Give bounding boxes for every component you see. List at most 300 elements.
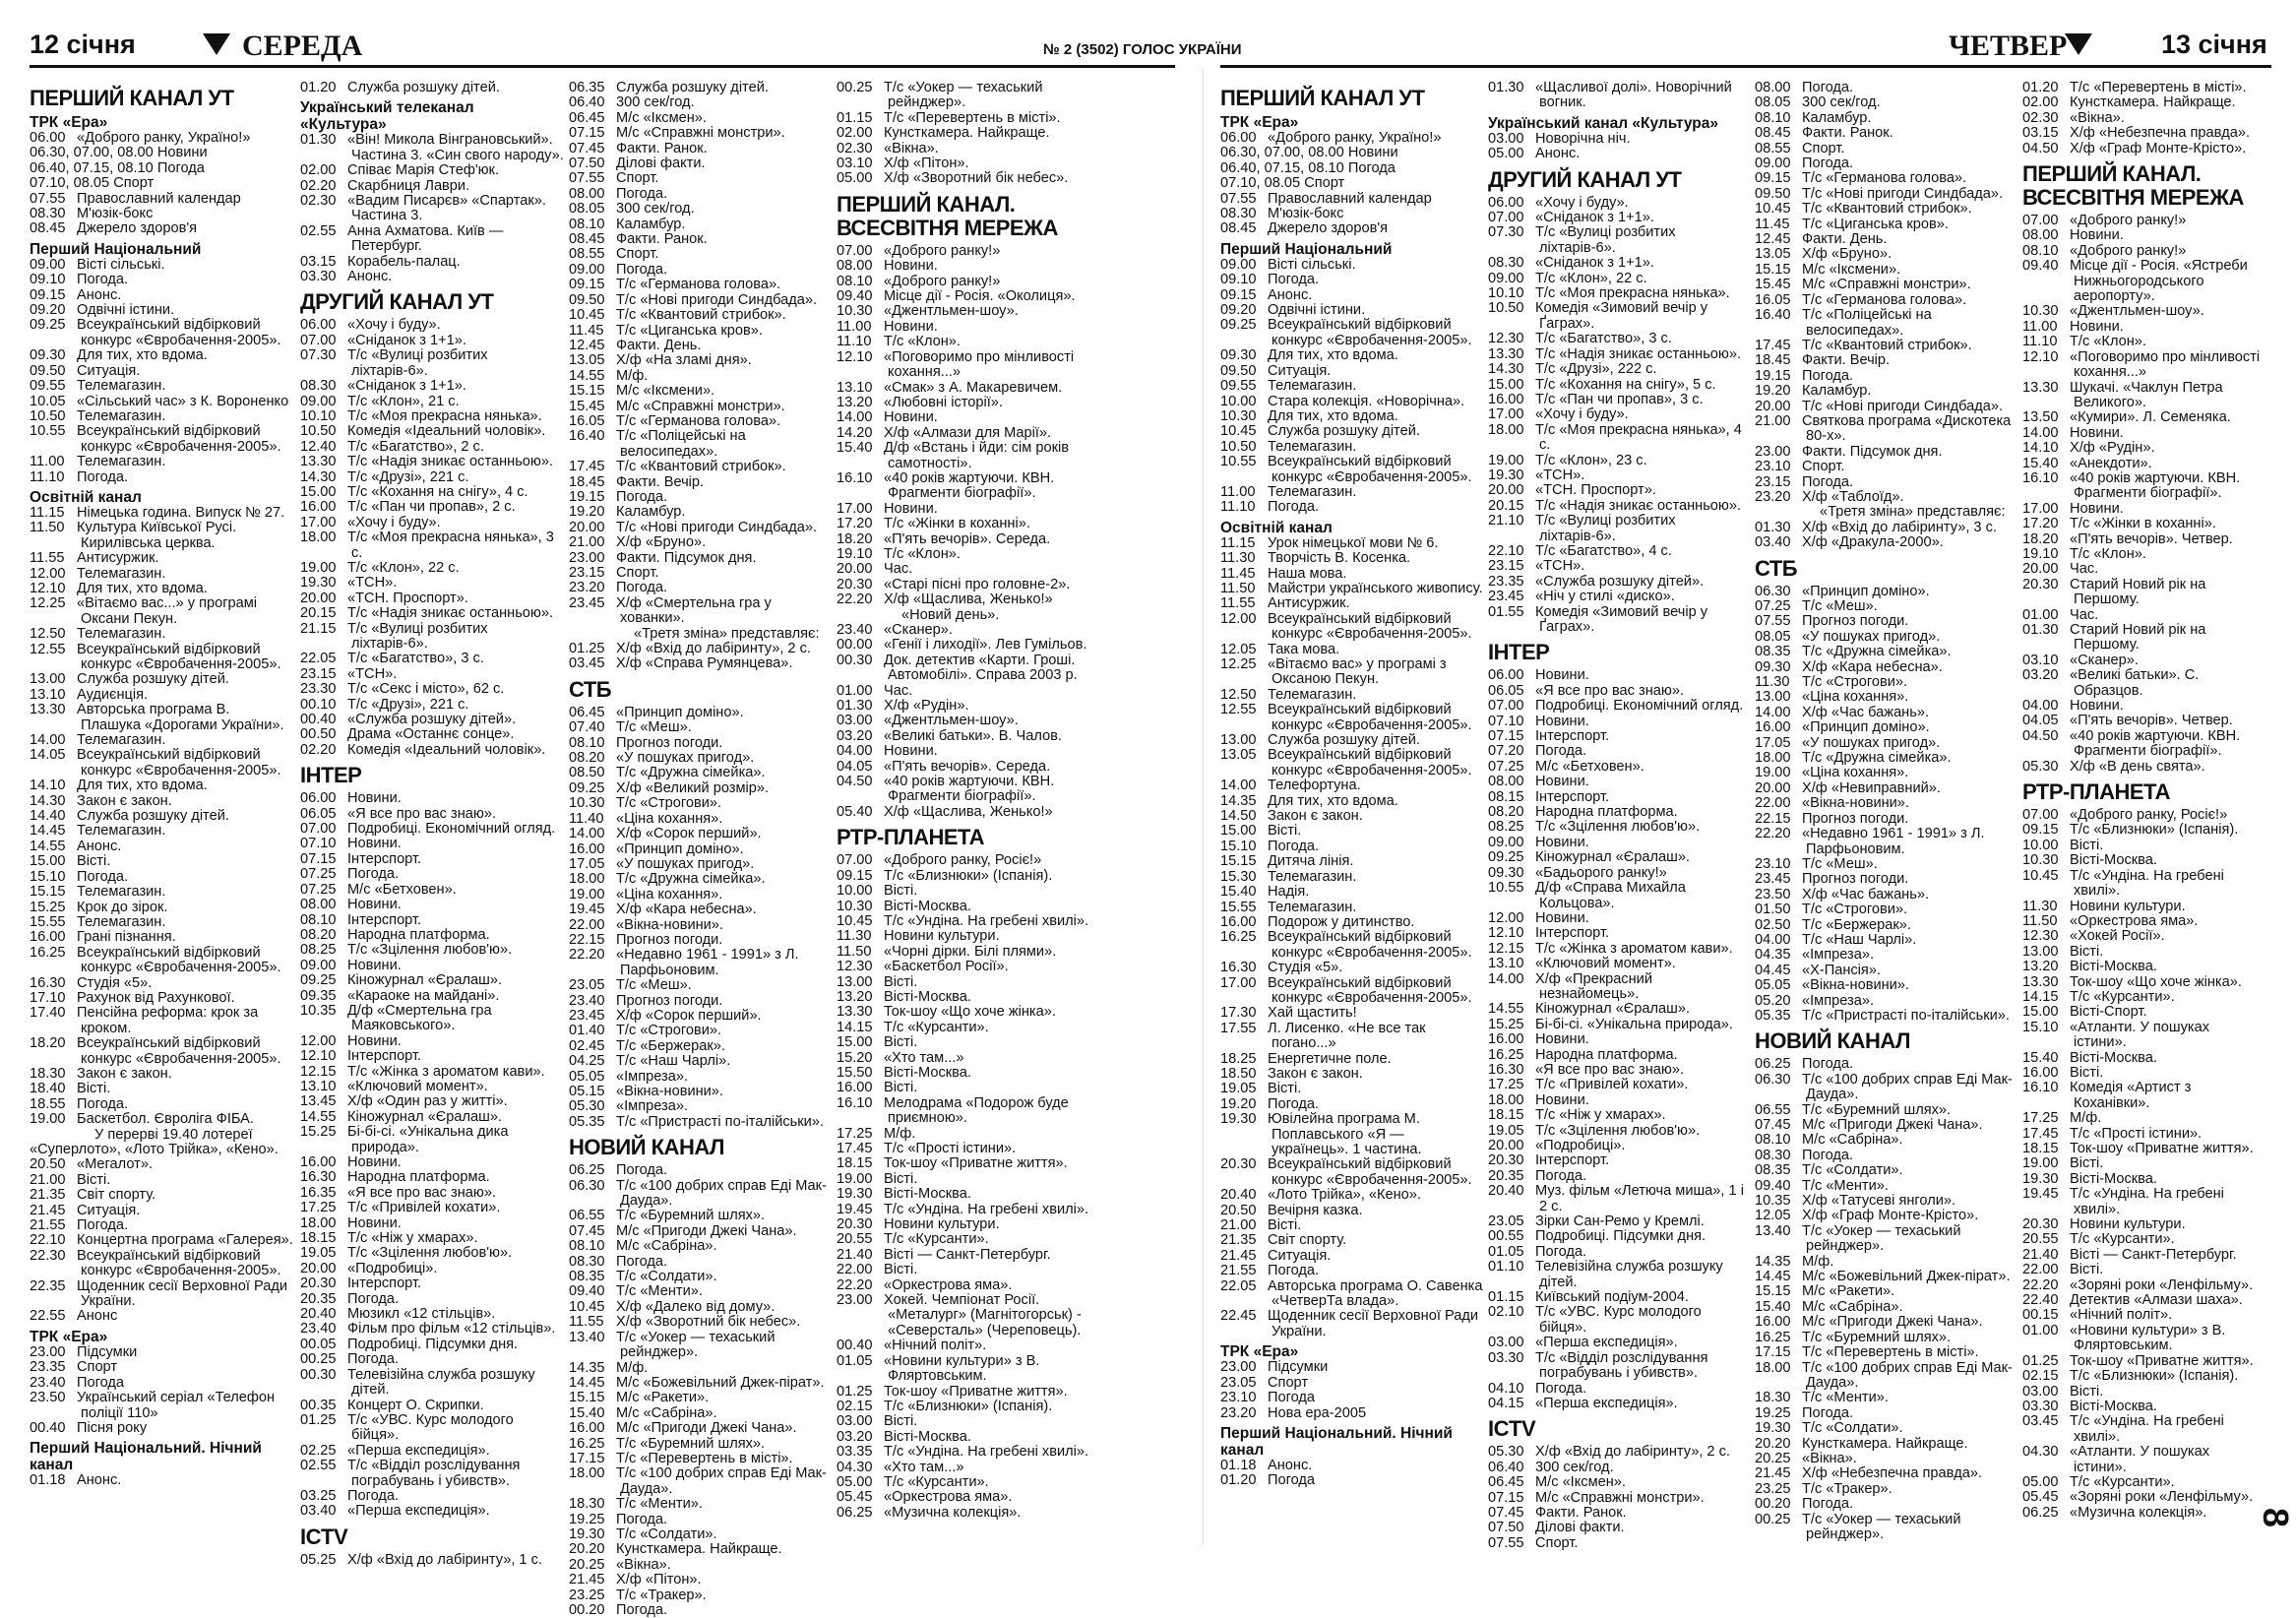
- program-title: Х/ф «Татусеві янголи».: [1802, 1193, 1956, 1210]
- program-title: «Принцип доміно».: [1802, 719, 1930, 736]
- program-time: 03.35: [837, 1444, 873, 1461]
- program-time: 04.45: [1755, 962, 1791, 978]
- program-entry: [1488, 957, 1752, 971]
- program-entry: [300, 1049, 564, 1064]
- program-title: Всеукраїнський відбірковий конкурс «Євробачення-2005».: [1268, 974, 1472, 1006]
- program-title: Вісті.: [1268, 1081, 1302, 1097]
- program-title: «Старі пісні про головне-2».: [884, 576, 1071, 592]
- program-entry: [1488, 836, 1752, 850]
- program-title: Каламбур.: [616, 216, 686, 232]
- program-entry: [569, 1115, 833, 1130]
- program-entry: [300, 973, 564, 988]
- program-title: «Оркестрова яма».: [884, 1276, 1013, 1293]
- program-time: 17.20: [2022, 516, 2059, 532]
- program-title: «Служба розшуку дітей».: [1535, 573, 1705, 590]
- program-entry: [1755, 857, 2018, 872]
- program-time: 17.05: [569, 855, 605, 872]
- program-title: «Хокей Росії».: [2070, 928, 2165, 945]
- program-title: Погода.: [616, 1511, 668, 1527]
- program-title: «Вікна».: [616, 1556, 671, 1573]
- program-entry: [1488, 1521, 1752, 1535]
- program-entry: [30, 551, 293, 566]
- program-entry: [1755, 505, 2018, 520]
- program-title: Подробиці. Підсумки дня.: [1535, 1228, 1706, 1245]
- program-title: Закон є закон.: [77, 1065, 172, 1082]
- program-entry: [569, 1179, 833, 1210]
- column-5: [1220, 81, 1484, 1535]
- program-time: 15.40: [2022, 1049, 2059, 1066]
- program-title: Телемагазин.: [77, 378, 166, 395]
- program-title: Х/ф «Алмази для Марії».: [884, 424, 1052, 441]
- program-entry: [1488, 362, 1752, 377]
- program-time: 11.00: [837, 318, 872, 335]
- program-entry: [569, 812, 833, 827]
- program-title: «Поговоримо про мінливості кохання...»: [884, 348, 1075, 381]
- program-time: 01.10: [1488, 1259, 1524, 1276]
- program-title: Спорт.: [1535, 1534, 1579, 1551]
- program-time: 15.10: [30, 868, 66, 885]
- program-entry: [837, 517, 1100, 531]
- program-title: Час.: [2070, 561, 2099, 578]
- program-title: «Джентльмен-шоу».: [884, 303, 1019, 320]
- program-title: Т/с «Моя прекрасна нянька».: [347, 407, 542, 424]
- program-title: Т/с «Ундіна. На гребені хвилі».: [2070, 1413, 2224, 1445]
- program-time: 07.30: [1488, 224, 1524, 241]
- program-title: Спорт.: [616, 170, 659, 187]
- program-time: 01.30: [837, 698, 873, 715]
- program-time: 09.30: [1488, 864, 1524, 881]
- program-entry: [1220, 657, 1484, 688]
- channel-heading: ПЕРШИЙ КАНАЛ УТ: [1220, 86, 1425, 110]
- program-entry: [1220, 703, 1484, 733]
- triangle-down-icon: [203, 33, 230, 55]
- program-time: 20.55: [2022, 1231, 2059, 1248]
- program-time: 08.30: [30, 206, 66, 222]
- program-time: 06.45: [569, 109, 605, 126]
- program-time: 19.30: [1220, 1111, 1257, 1128]
- program-entry: [1220, 930, 1484, 961]
- program-time: 22.10: [1488, 542, 1524, 559]
- program-time: 17.25: [837, 1125, 873, 1142]
- program-title: М/ф.: [1802, 1253, 1834, 1270]
- program-entry: [1220, 976, 1484, 1007]
- program-title: Новини.: [2070, 698, 2124, 715]
- program-entry: [2022, 142, 2264, 156]
- program-title: Факти. Вечір.: [616, 473, 705, 490]
- program-entry: [1220, 500, 1484, 515]
- program-title: «Баскетбол Росії».: [884, 959, 1009, 975]
- program-entry: [300, 576, 564, 591]
- program-title: Т/с «Ундіна. На гребені хвилі».: [884, 1201, 1089, 1217]
- program-time: 10.30: [1220, 407, 1257, 424]
- program-title: Спорт: [1268, 1374, 1309, 1391]
- program-time: 19.45: [2022, 1186, 2059, 1203]
- program-entry: [1755, 384, 2018, 399]
- program-entry: [837, 1414, 1100, 1429]
- program-time: 17.05: [1755, 734, 1791, 751]
- program-time: 13.00: [30, 671, 66, 688]
- program-title: Рахунок від Рахункової.: [77, 989, 235, 1006]
- program-entry: [2022, 1475, 2264, 1490]
- program-time: 23.20: [569, 580, 605, 596]
- program-time: 09.15: [837, 867, 873, 884]
- program-entry: [30, 288, 293, 303]
- program-entry: [1488, 942, 1752, 957]
- program-title: Т/с «Строгови».: [1802, 674, 1908, 691]
- program-time: 11.15: [1220, 534, 1256, 551]
- program-title: Всеукраїнський відбірковий конкурс «Євробачення-2005».: [77, 747, 281, 778]
- program-entry: [1755, 1315, 2018, 1330]
- program-time: 15.25: [300, 1124, 337, 1141]
- program-entry: [569, 581, 833, 595]
- program-title: Вісті-Москва.: [2070, 852, 2157, 869]
- program-title: «Доброго ранку, Україно!»: [1268, 130, 1442, 146]
- program-time: 15.15: [30, 884, 66, 901]
- program-time: 20.35: [1488, 1167, 1524, 1184]
- program-time: 09.55: [30, 378, 66, 395]
- program-title: М/ф.: [2070, 1110, 2102, 1127]
- program-title: «ТСН».: [347, 665, 398, 682]
- program-entry: [30, 748, 293, 778]
- program-title: «Хто там...»: [884, 1049, 964, 1066]
- program-entry: [569, 1497, 833, 1512]
- program-entry: [1488, 684, 1752, 699]
- program-title: Д/ф «Справа Михайла Кольцова».: [1535, 880, 1686, 911]
- program-title: «Джентльмен-шоу».: [2070, 303, 2204, 320]
- program-entry: [2022, 608, 2264, 623]
- program-title: Т/с «Солдати».: [1802, 1420, 1903, 1437]
- program-entry: [1488, 1245, 1752, 1260]
- program-entry: [1488, 468, 1752, 483]
- program-entry: [2022, 410, 2264, 425]
- program-time: 20.00: [1488, 1138, 1524, 1153]
- program-time: 16.00: [1488, 1031, 1524, 1048]
- program-time: 12.25: [1220, 656, 1257, 672]
- program-title: «Новини культури» з В. Фляртовським.: [884, 1352, 1040, 1385]
- program-time: 11.55: [30, 550, 65, 567]
- program-entry: [1755, 706, 2018, 720]
- program-title: Погода.: [347, 1290, 400, 1307]
- program-entry: [2022, 699, 2264, 714]
- program-time: 07.55: [1488, 1534, 1524, 1551]
- program-time: 11.10: [1220, 499, 1256, 516]
- program-title: Т/с «Курсанти».: [884, 1019, 989, 1035]
- program-time: 14.15: [2022, 988, 2059, 1005]
- program-title: М/с «Іксмен».: [616, 109, 707, 126]
- program-title: Кунсткамера. Найкраще.: [2070, 94, 2236, 111]
- program-title: «Атланти. У пошуках істини».: [2070, 1019, 2209, 1051]
- program-entry: [1755, 827, 2018, 857]
- program-entry: [1755, 1391, 2018, 1405]
- program-entry: [2022, 1066, 2264, 1081]
- program-time: 07.45: [1488, 1504, 1524, 1521]
- program-entry: [569, 751, 833, 766]
- program-time: 21.35: [1220, 1232, 1257, 1249]
- program-title: Всеукраїнський відбірковий конкурс «Євробачення-2005».: [1268, 1156, 1472, 1188]
- program-entry: [1488, 1336, 1752, 1350]
- program-entry: [2022, 1142, 2264, 1156]
- program-time: 23.05: [1220, 1374, 1257, 1391]
- program-entry: [30, 1188, 293, 1203]
- program-entry: [300, 455, 564, 469]
- program-entry: [569, 736, 833, 751]
- program-entry: [1755, 690, 2018, 705]
- program-time: 17.45: [1755, 337, 1791, 353]
- program-time: 02.20: [300, 177, 337, 194]
- program-entry: [1220, 485, 1484, 500]
- program-entry: [2022, 808, 2264, 823]
- program-time: 18.20: [837, 530, 873, 547]
- program-title: Х/ф «Кара небесна».: [616, 902, 757, 918]
- program-title: Вісті-Москва.: [884, 988, 971, 1005]
- program-title: Х/ф «Пітон».: [616, 1572, 702, 1588]
- program-title: Телемагазин.: [77, 732, 166, 749]
- program-title: Л. Лисенко. «Не все так погано...»: [1268, 1020, 1426, 1052]
- program-time: 04.10: [1488, 1380, 1524, 1397]
- program-time: 15.15: [569, 1390, 605, 1406]
- program-entry: [1488, 454, 1752, 468]
- program-title: Вісті.: [2070, 943, 2104, 960]
- program-entry: [1755, 308, 2018, 339]
- program-entry: [1755, 535, 2018, 550]
- program-time: 09.30: [1755, 658, 1791, 675]
- program-entry: [30, 976, 293, 991]
- program-time: 08.10: [1755, 109, 1791, 126]
- program-time: 10.55: [30, 423, 66, 440]
- program-title: Вісті — Санкт-Петербург.: [2070, 1246, 2237, 1263]
- program-title: Т/с «Уокер — техаський рейнджер».: [1802, 1511, 1961, 1542]
- program-time: 17.20: [837, 516, 873, 532]
- program-title: Вісті.: [884, 1413, 918, 1430]
- program-title: Х/ф «Один раз у житті».: [347, 1093, 508, 1110]
- program-title: «Перша експедиція».: [1535, 1395, 1678, 1411]
- program-time: 03.15: [300, 253, 337, 270]
- program-entry: [1220, 273, 1484, 287]
- program-entry: [300, 883, 564, 898]
- program-entry: [1755, 599, 2018, 614]
- program-entry: [2022, 350, 2264, 381]
- program-time: 16.10: [2022, 1080, 2059, 1096]
- program-time: 18.15: [1488, 1107, 1524, 1124]
- program-entry: [837, 502, 1100, 517]
- program-time: 06.25: [2022, 1504, 2059, 1521]
- program-time: 12.10: [1488, 925, 1524, 942]
- program-entry: [569, 1054, 833, 1069]
- program-time: 20.00: [569, 519, 605, 535]
- program-entry: [569, 1009, 833, 1024]
- program-time: 14.40: [30, 808, 66, 825]
- program-title: Вісті.: [2070, 837, 2104, 853]
- program-time: 08.15: [1488, 788, 1524, 805]
- program-entry: [1755, 918, 2018, 933]
- program-title: Закон є закон.: [1268, 808, 1363, 825]
- program-entry: [30, 596, 293, 627]
- program-time: 23.35: [30, 1359, 66, 1376]
- program-time: 11.00: [1220, 483, 1256, 500]
- program-title: Спорт: [77, 1359, 118, 1376]
- program-entry: [569, 460, 833, 474]
- program-entry: [300, 1004, 564, 1034]
- column-6: [1488, 80, 1752, 1551]
- program-time: 02.10: [1488, 1304, 1524, 1321]
- program-entry: [1220, 440, 1484, 455]
- program-time: 13.00: [1755, 689, 1791, 706]
- program-time: 11.45: [569, 322, 604, 339]
- program-time: 09.10: [1220, 272, 1257, 288]
- program-time: 20.40: [300, 1306, 337, 1323]
- program-time: 07.55: [1220, 190, 1257, 207]
- program-title: Т/с «Привілей кохати».: [1535, 1077, 1689, 1093]
- program-time: 13.30: [1488, 345, 1524, 362]
- program-title: Новини.: [2070, 318, 2124, 335]
- program-time: 17.00: [1488, 406, 1524, 423]
- program-time: 14.00: [569, 826, 605, 842]
- program-time: 19.45: [837, 1201, 873, 1217]
- program-time: 15.00: [300, 483, 337, 500]
- program-time: 08.10: [569, 734, 605, 751]
- program-entry: [837, 592, 1100, 607]
- program-title: Новини культури.: [2070, 898, 2186, 914]
- program-time: 20.50: [1220, 1202, 1257, 1218]
- program-entry: [1755, 1103, 2018, 1118]
- program-title: «Недавно 1961 - 1991» з Л. Парфьоновим.: [616, 947, 799, 978]
- program-time: 07.00: [300, 332, 337, 348]
- program-entry: [1220, 854, 1484, 869]
- program-title: «Ціна кохання».: [1802, 689, 1909, 706]
- program-entry: [30, 854, 293, 869]
- program-title: Т/с «100 добрих справ Еді Мак-Дауда».: [1802, 1359, 2013, 1391]
- program-entry: [2022, 653, 2264, 668]
- program-entry: [837, 396, 1100, 410]
- program-title: Подробиці. Економічний огляд.: [347, 821, 556, 838]
- program-title: Т/с «Циганська кров».: [1802, 216, 1949, 232]
- program-time: 14.10: [2022, 440, 2059, 457]
- program-title: Ситуація.: [1268, 362, 1332, 379]
- program-time: 15.25: [1488, 1016, 1524, 1032]
- program-entry: [1755, 1437, 2018, 1452]
- program-title: Т/с «Ундіна. На гребені хвилі».: [2070, 1186, 2224, 1217]
- program-title: Телемагазин.: [77, 454, 166, 470]
- program-title: Український серіал «Телефон поліції 110»: [77, 1390, 276, 1421]
- program-time: 18.50: [1220, 1065, 1257, 1082]
- program-entry: [837, 335, 1100, 349]
- program-entry: [1488, 256, 1752, 271]
- program-entry: [300, 622, 564, 653]
- program-title: «Сканер».: [2070, 652, 2139, 668]
- program-entry: [30, 273, 293, 287]
- program-time: 13.10: [300, 1078, 337, 1094]
- program-title: Т/с «100 добрих справ Еді Мак-Дауда».: [616, 1177, 827, 1210]
- program-entry: [1488, 301, 1752, 332]
- program-entry: [1220, 1188, 1484, 1203]
- program-time: 01.05: [837, 1352, 873, 1369]
- program-title: Вісті-Москва.: [2070, 1170, 2157, 1187]
- program-entry: [300, 1201, 564, 1215]
- program-entry: [2022, 304, 2264, 319]
- program-entry: [1755, 1284, 2018, 1299]
- program-title: Нова ера-2005: [1268, 1404, 1367, 1421]
- program-entry: [569, 627, 833, 642]
- program-time: 17.55: [1220, 1020, 1257, 1036]
- program-entry: [1220, 1097, 1484, 1112]
- program-entry: [1488, 1229, 1752, 1244]
- program-entry: [1220, 455, 1484, 485]
- program-time: 13.20: [837, 394, 873, 410]
- program-title: Т/с «Жінка з ароматом кави».: [1535, 940, 1733, 957]
- program-title: Анонс.: [1535, 146, 1581, 162]
- program-time: 16.00: [300, 499, 337, 516]
- program-time: 01.30: [1755, 519, 1791, 535]
- program-entry: [300, 898, 564, 912]
- program-entry: [1755, 1118, 2018, 1133]
- program-time: 19.05: [1488, 1122, 1524, 1139]
- program-title: Студія «5».: [1268, 960, 1343, 976]
- program-title: Х/ф «Сорок перший».: [616, 1007, 762, 1024]
- program-entry: [569, 948, 833, 978]
- program-title: Т/с «Пан чи пропав», 2 с.: [347, 499, 516, 516]
- program-time: 14.30: [1488, 361, 1524, 378]
- program-title: «У пошуках пригод».: [616, 750, 755, 767]
- program-entry: [1488, 147, 1752, 161]
- program-time: 09.30: [1220, 347, 1257, 364]
- program-time: 09.25: [1488, 849, 1524, 866]
- program-title: Ток-шоу «Приватне життя».: [2070, 1352, 2254, 1369]
- program-title: Вісті-Спорт.: [2070, 1004, 2147, 1021]
- program-time: 20.25: [1755, 1450, 1791, 1466]
- program-title: Вісті.: [1268, 1217, 1302, 1234]
- program-entry: [569, 872, 833, 887]
- program-title: Аудиєнція.: [77, 686, 149, 703]
- program-time: 19.05: [1220, 1081, 1257, 1097]
- program-title: Погода.: [1802, 80, 1854, 95]
- program-entry: [300, 1307, 564, 1322]
- program-time: 00.10: [300, 696, 337, 713]
- program-time: 18.40: [30, 1081, 66, 1097]
- program-title: «Любовні історії».: [884, 394, 1003, 410]
- program-entry: [2022, 869, 2264, 900]
- program-title: Антисуржик.: [77, 550, 159, 567]
- program-time: 23.40: [837, 622, 873, 638]
- program-title: Новорічна ніч.: [1535, 130, 1631, 147]
- program-title: Т/с «Менти».: [616, 1496, 703, 1513]
- program-entry: [30, 146, 293, 160]
- program-title: «Я все про вас знаю».: [347, 1184, 496, 1201]
- program-time: 00.25: [1755, 1511, 1791, 1527]
- program-title: Новини культури.: [2070, 1216, 2186, 1233]
- program-title: «Джентльмен-шоу».: [884, 713, 1019, 729]
- program-title: Х/ф «Граф Монте-Крісто».: [1802, 1208, 1979, 1224]
- program-entry: [300, 606, 564, 621]
- program-title: Вісті.: [2070, 1064, 2104, 1081]
- program-title: Т/с «Жінка з ароматом кави».: [347, 1063, 545, 1080]
- program-title: Інтерспорт.: [347, 1048, 422, 1065]
- program-time: 05.00: [837, 1473, 873, 1490]
- program-time: 22.20: [837, 1276, 873, 1293]
- program-time: 08.30: [300, 378, 337, 395]
- program-title: Д/ф «Смертельна гра Маяковського».: [347, 1002, 492, 1034]
- program-time: 19.30: [837, 1186, 873, 1203]
- page-header: [0, 0, 2295, 69]
- program-time: 01.25: [2022, 1352, 2059, 1369]
- program-time: 12.15: [300, 1063, 337, 1080]
- program-time: 05.45: [2022, 1489, 2059, 1506]
- program-title: «Музична колекція».: [884, 1504, 1022, 1521]
- program-entry: [1755, 369, 2018, 384]
- program-entry: [837, 1187, 1100, 1202]
- program-time: 01.00: [837, 682, 873, 699]
- program-title: Погода.: [616, 1602, 668, 1618]
- program-entry: [30, 395, 293, 409]
